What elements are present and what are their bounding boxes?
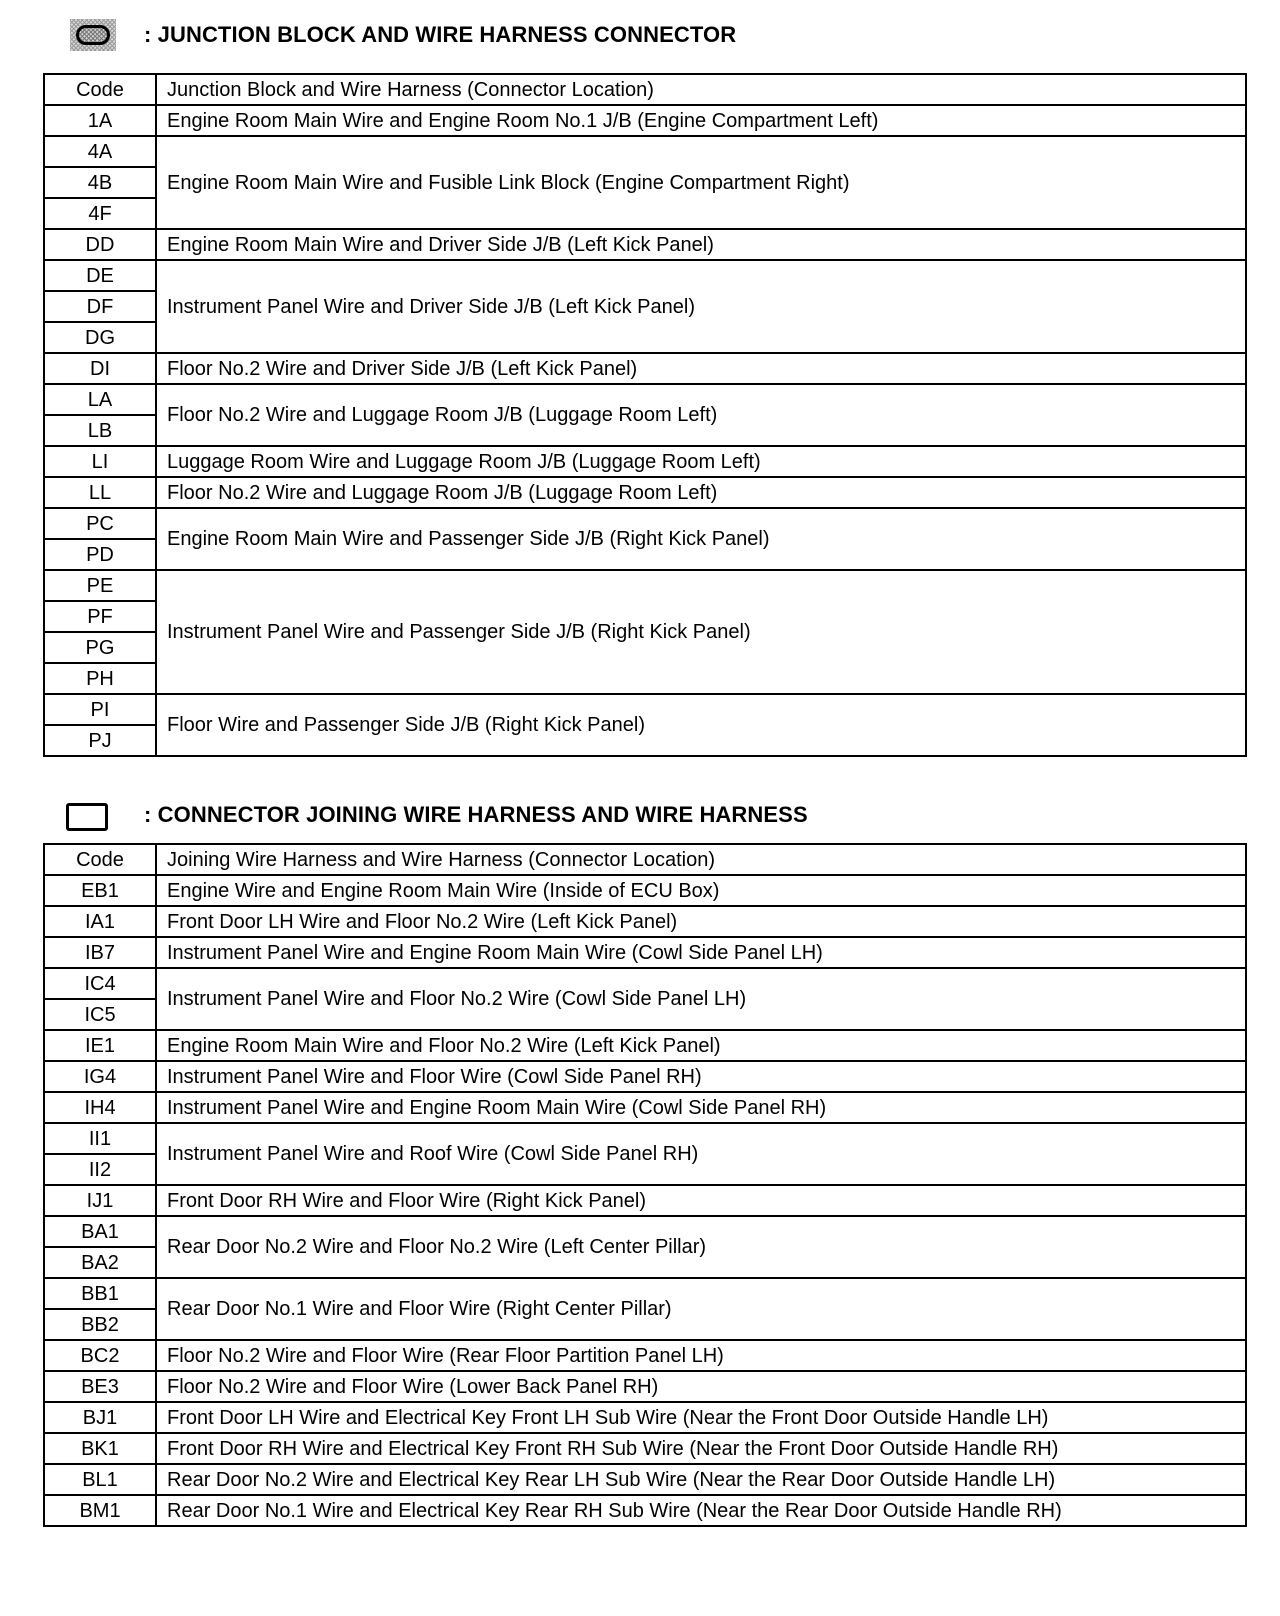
table-row xyxy=(44,1216,1246,1247)
description-column-header: Junction Block and Wire Harness (Connector Location) xyxy=(156,74,1246,105)
connector-description: Engine Wire and Engine Room Main Wire (Inside of ECU Box) xyxy=(156,875,1246,906)
connector-description: Floor No.2 Wire and Luggage Room J/B (Luggage Room Left) xyxy=(156,477,1246,508)
connector-code: DF xyxy=(44,291,156,322)
connector-description: Rear Door No.1 Wire and Floor Wire (Right Center Pillar) xyxy=(156,1278,1246,1340)
connector-code: BA1 xyxy=(44,1216,156,1247)
connector-description: Rear Door No.2 Wire and Electrical Key Rear LH Sub Wire (Near the Rear Door Outside Handle LH) xyxy=(156,1464,1246,1495)
connector-description: Rear Door No.2 Wire and Floor No.2 Wire (Left Center Pillar) xyxy=(156,1216,1246,1278)
connector-description: Instrument Panel Wire and Engine Room Main Wire (Cowl Side Panel LH) xyxy=(156,937,1246,968)
table-row xyxy=(44,1278,1246,1309)
connector-code: IB7 xyxy=(44,937,156,968)
connector-code: IA1 xyxy=(44,906,156,937)
connector-description: Engine Room Main Wire and Floor No.2 Wire (Left Kick Panel) xyxy=(156,1030,1246,1061)
connector-code: IH4 xyxy=(44,1092,156,1123)
connector-code: LI xyxy=(44,446,156,477)
connector-code: II2 xyxy=(44,1154,156,1185)
connector-description: Front Door RH Wire and Electrical Key Front RH Sub Wire (Near the Front Door Outside Handle RH) xyxy=(156,1433,1246,1464)
connector-code: LA xyxy=(44,384,156,415)
table-row xyxy=(44,477,1246,508)
table-row xyxy=(44,694,1246,725)
table-row xyxy=(44,260,1246,291)
code-column-header: Code xyxy=(44,74,156,105)
connector-code: PI xyxy=(44,694,156,725)
table-row xyxy=(44,875,1246,906)
connector-table xyxy=(43,843,1247,1527)
connector-description: Instrument Panel Wire and Floor Wire (Cowl Side Panel RH) xyxy=(156,1061,1246,1092)
connector-description: Front Door LH Wire and Floor No.2 Wire (Left Kick Panel) xyxy=(156,906,1246,937)
connector-code: BB2 xyxy=(44,1309,156,1340)
connector-code: BM1 xyxy=(44,1495,156,1526)
table-row xyxy=(44,446,1246,477)
connector-code: LB xyxy=(44,415,156,446)
table-row xyxy=(44,937,1246,968)
connector-code: LL xyxy=(44,477,156,508)
table-header-row xyxy=(44,844,1246,875)
table-row xyxy=(44,1402,1246,1433)
connector-description: Floor No.2 Wire and Floor Wire (Rear Floor Partition Panel LH) xyxy=(156,1340,1246,1371)
junction-section-title: : JUNCTION BLOCK AND WIRE HARNESS CONNECTOR xyxy=(144,22,737,47)
junction-block-table xyxy=(43,73,1247,757)
connector-description: Floor No.2 Wire and Floor Wire (Lower Back Panel RH) xyxy=(156,1371,1246,1402)
connector-code: BC2 xyxy=(44,1340,156,1371)
connector-description: Floor No.2 Wire and Luggage Room J/B (Luggage Room Left) xyxy=(156,384,1246,446)
connector-code: BE3 xyxy=(44,1371,156,1402)
connector-code: PG xyxy=(44,632,156,663)
table-row xyxy=(44,1433,1246,1464)
table-row xyxy=(44,1185,1246,1216)
connector-code: BK1 xyxy=(44,1433,156,1464)
table-row xyxy=(44,1340,1246,1371)
connector-code: IE1 xyxy=(44,1030,156,1061)
connector-code: 4A xyxy=(44,136,156,167)
connector-code: EB1 xyxy=(44,875,156,906)
connector-description: Engine Room Main Wire and Fusible Link Block (Engine Compartment Right) xyxy=(156,136,1246,229)
connector-code: BB1 xyxy=(44,1278,156,1309)
connector-code: II1 xyxy=(44,1123,156,1154)
connector-description: Front Door LH Wire and Electrical Key Front LH Sub Wire (Near the Front Door Outside Handle LH) xyxy=(156,1402,1246,1433)
connector-description: Floor No.2 Wire and Driver Side J/B (Left Kick Panel) xyxy=(156,353,1246,384)
table-row xyxy=(44,906,1246,937)
connector-description: Engine Room Main Wire and Engine Room No.1 J/B (Engine Compartment Left) xyxy=(156,105,1246,136)
table-row xyxy=(44,384,1246,415)
connector-code: IG4 xyxy=(44,1061,156,1092)
table-row xyxy=(44,508,1246,539)
table-row xyxy=(44,1123,1246,1154)
code-column-header: Code xyxy=(44,844,156,875)
connector-description: Floor Wire and Passenger Side J/B (Right Kick Panel) xyxy=(156,694,1246,756)
connector-code: DD xyxy=(44,229,156,260)
connector-code: DE xyxy=(44,260,156,291)
table-row xyxy=(44,229,1246,260)
table-row xyxy=(44,1464,1246,1495)
connector-code: 4F xyxy=(44,198,156,229)
connector-icon xyxy=(66,803,108,831)
connector-code: 4B xyxy=(44,167,156,198)
connector-code: PJ xyxy=(44,725,156,756)
connector-section-title: : CONNECTOR JOINING WIRE HARNESS AND WIRE HARNESS xyxy=(144,802,808,827)
connector-code: PC xyxy=(44,508,156,539)
connector-code: 1A xyxy=(44,105,156,136)
table-row xyxy=(44,1092,1246,1123)
connector-code: IJ1 xyxy=(44,1185,156,1216)
connector-code: BA2 xyxy=(44,1247,156,1278)
connector-code: DI xyxy=(44,353,156,384)
connector-description: Front Door RH Wire and Floor Wire (Right Kick Panel) xyxy=(156,1185,1246,1216)
connector-description: Engine Room Main Wire and Driver Side J/B (Left Kick Panel) xyxy=(156,229,1246,260)
connector-code: BL1 xyxy=(44,1464,156,1495)
table-row xyxy=(44,353,1246,384)
connector-description: Instrument Panel Wire and Driver Side J/B (Left Kick Panel) xyxy=(156,260,1246,353)
connector-code: DG xyxy=(44,322,156,353)
connector-description: Engine Room Main Wire and Passenger Side J/B (Right Kick Panel) xyxy=(156,508,1246,570)
connector-description: Instrument Panel Wire and Engine Room Main Wire (Cowl Side Panel RH) xyxy=(156,1092,1246,1123)
table-row xyxy=(44,1061,1246,1092)
connector-code: IC4 xyxy=(44,968,156,999)
connector-description: Luggage Room Wire and Luggage Room J/B (Luggage Room Left) xyxy=(156,446,1246,477)
connector-description: Instrument Panel Wire and Passenger Side J/B (Right Kick Panel) xyxy=(156,570,1246,694)
connector-description: Instrument Panel Wire and Roof Wire (Cowl Side Panel RH) xyxy=(156,1123,1246,1185)
connector-code: PF xyxy=(44,601,156,632)
table-row xyxy=(44,570,1246,601)
connector-code: PD xyxy=(44,539,156,570)
table-row xyxy=(44,105,1246,136)
table-row xyxy=(44,136,1246,167)
description-column-header: Joining Wire Harness and Wire Harness (Connector Location) xyxy=(156,844,1246,875)
connector-code: BJ1 xyxy=(44,1402,156,1433)
table-header-row xyxy=(44,74,1246,105)
connector-description: Rear Door No.1 Wire and Electrical Key Rear RH Sub Wire (Near the Rear Door Outside Handle RH) xyxy=(156,1495,1246,1526)
junction-block-icon xyxy=(70,19,116,51)
connector-code: PH xyxy=(44,663,156,694)
table-row xyxy=(44,1495,1246,1526)
table-row xyxy=(44,968,1246,999)
table-row xyxy=(44,1371,1246,1402)
connector-description: Instrument Panel Wire and Floor No.2 Wire (Cowl Side Panel LH) xyxy=(156,968,1246,1030)
table-row xyxy=(44,1030,1246,1061)
connector-code: PE xyxy=(44,570,156,601)
connector-code: IC5 xyxy=(44,999,156,1030)
